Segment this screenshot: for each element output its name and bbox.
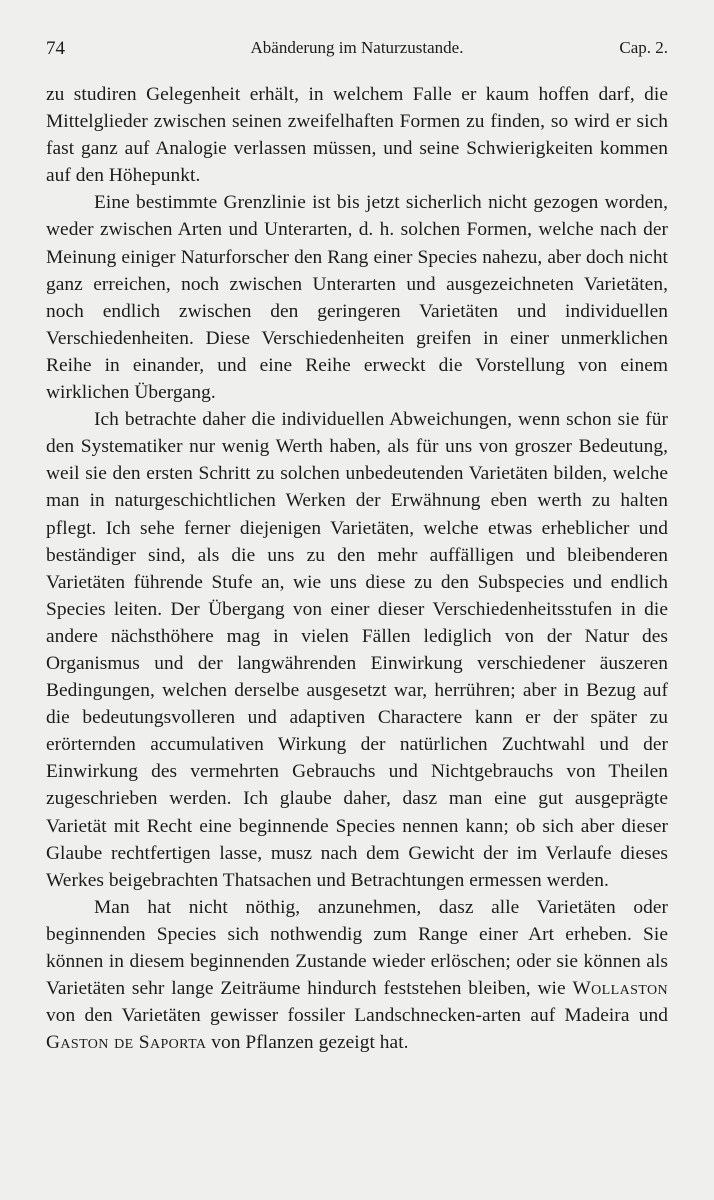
paragraph-2: Eine bestimmte Grenzlinie ist bis jetzt sicherlich nicht gezogen worden, weder zwischen Arten und Unterarten, d. h. solchen Formen, welche nach der Meinung einiger Naturforscher den Rang einer Species nahezu, aber doch nicht ganz erreichen, noch zwischen Unterarten und ausgezeichneten Varietäten, noch endlich zwischen den geringeren Varietäten und individuellen Verschiedenheiten. Diese Verschiedenheiten greifen in einer unmerklichen Reihe in einander, und eine Reihe erweckt die Vorstellung von einem wirklichen Übergang.	[46, 192, 668, 404]
paragraph-4-text: Man hat nicht nöthig, anzunehmen, dasz alle Varietäten oder beginnenden Species sich nothwendig zum Range einer Art erheben. Sie können in diesem beginnenden Zustande wieder erlöschen; oder sie können als Varietäten sehr lange Zeiträume hindurch feststehen bleiben, wie	[46, 896, 668, 1000]
chapter-label: Cap. 2.	[619, 38, 668, 57]
paragraph-4-text: von den Varietäten gewisser fossiler Landschnecken-arten auf Madeira und	[46, 1005, 668, 1027]
paragraph-1: zu studiren Gelegenheit erhält, in welchem Falle er kaum hoffen darf, die Mittelglieder zwischen seinen zweifelhaften Formen zu finden, so wird er sich fast ganz auf Analogie verlassen müssen, und seine Schwierigkeiten kommen auf den Höhepunkt.	[46, 84, 668, 187]
paragraph-3: Ich betrachte daher die individuellen Abweichungen, wenn schon sie für den Systematiker nur wenig Werth haben, als für uns von groszer Bedeutung, weil sie den ersten Schritt zu solchen unbedeutenden Varietäten bilden, welche man in naturgeschichtlichen Werken der Erwähnung eben werth zu halten pflegt. Ich sehe ferner diejenigen Varietäten, welche etwas erheblicher und beständiger sind, als die uns zu den mehr auffälligen und bleibenderen Varietäten führende Stufe an, wie uns diese zu den Subspecies und endlich Species leiten. Der Übergang von einer dieser Verschiedenheitsstufen in die andere nächsthöhere mag in vielen Fällen lediglich von der Natur des Organismus und der langwährenden Einwirkung verschiedener äuszeren Bedingungen, welchen derselbe ausgesetzt war, herrühren; aber in Bezug auf die bedeutungsvolleren und adaptiven Charactere kann er der später zu erörternden accumulativen Wirkung der natürlichen Zuchtwahl und der Einwirkung des vermehrten Gebrauchs und Nichtgebrauchs von Theilen zugeschrieben werden. Ich glaube daher, dasz man eine gut ausgeprägte Varietät mit Recht eine beginnende Species nennen kann; ob sich aber dieser Glaube rechtfertigen lasse, musz nach dem Gewicht der im Verlaufe dieses Werkes beigebrachten Thatsachen und Betrachtungen ermessen werden.	[46, 409, 668, 891]
page-number: 74	[46, 38, 65, 59]
paragraph-4-text: von Pflanzen gezeigt hat.	[206, 1032, 409, 1054]
body-text	[46, 81, 668, 1056]
paragraph-4	[46, 894, 668, 1057]
running-title: Abänderung im Naturzustande.	[250, 38, 464, 57]
running-header	[46, 38, 668, 66]
author-name-wollaston: Wollaston	[572, 978, 668, 1000]
author-name-saporta: Gaston de Saporta	[46, 1032, 207, 1054]
